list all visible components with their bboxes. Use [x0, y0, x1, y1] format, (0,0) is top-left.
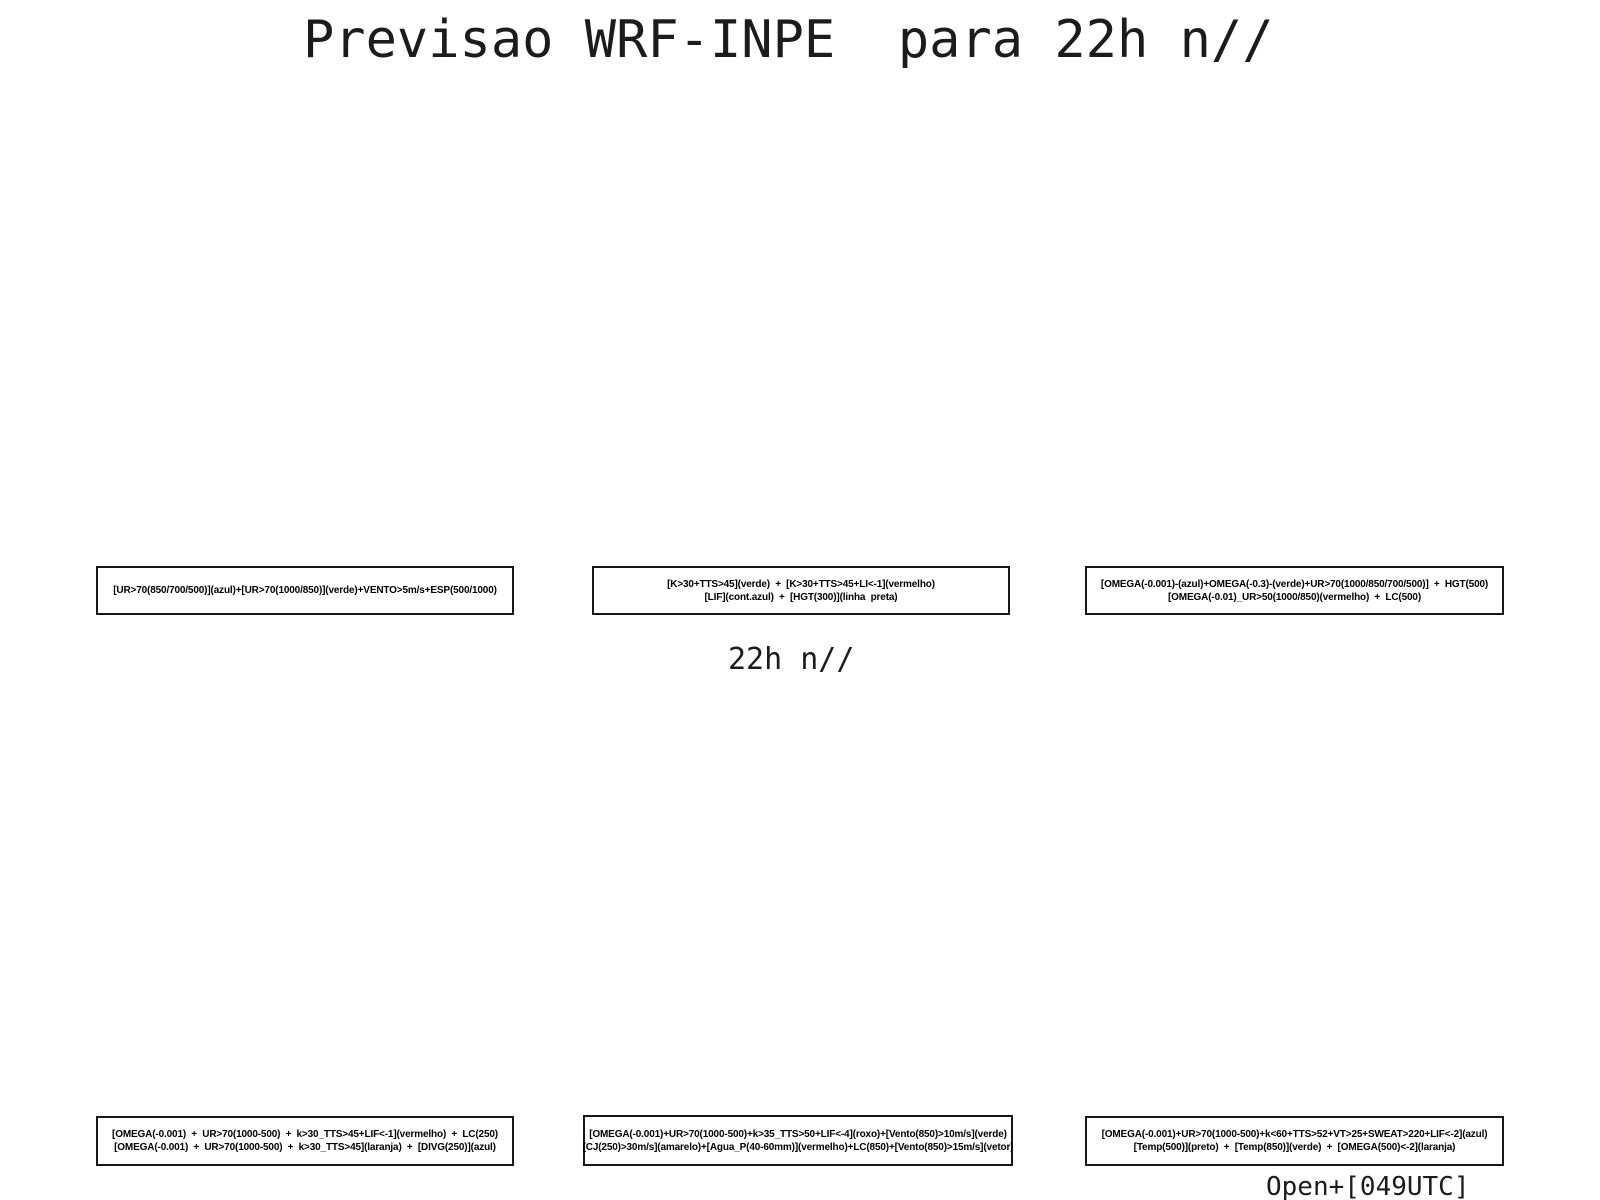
legend-box-ur-vento-esp — [96, 566, 514, 615]
footer-utc-label: Open+[049UTC] — [1266, 1172, 1470, 1200]
mid-caption: 22h n// — [728, 642, 855, 677]
legend-line: [LIF](cont.azul) + [HGT(300)](linha preta) — [704, 591, 898, 603]
legend-line: [OMEGA(-0.001)+UR>70(1000-500)+k<60+TTS>52+VT>25+SWEAT>220+LIF<-2](azul) — [1101, 1129, 1488, 1140]
legend-line: [OMEGA(-0.001)+UR>70(1000-500)+k>35_TTS>50+LIF<-4](roxo)+[Vento(850)>10m/s](verde) — [589, 1128, 1007, 1140]
legend-line: [OMEGA(-0.001) + UR>70(1000-500) + k>30_TTS>45](laranja) + [DIVG(250)](azul) — [114, 1142, 496, 1153]
legend-box-omega-lc-divg — [96, 1116, 514, 1166]
legend-line: [CJ(250)>30m/s](amarelo)+[Agua_P(40-60mm)](vermelho)+LC(850)+[Vento(850)>15m/s](vetor) — [582, 1141, 1014, 1153]
legend-line: [Temp(500)](preto) + [Temp(850)](verde) + [OMEGA(500)<-2](laranja) — [1133, 1142, 1456, 1153]
legend-box-omega-sweat-temp — [1085, 1116, 1504, 1166]
legend-line: [K>30+TTS>45](verde) + [K>30+TTS>45+LI<-1](vermelho) — [667, 578, 935, 590]
legend-box-k-tts-lif-hgt — [592, 566, 1010, 615]
legend-box-omega-cj-agua — [583, 1115, 1013, 1166]
legend-box-omega-ur-hgt — [1085, 566, 1504, 615]
legend-line: [UR>70(850/700/500)](azul)+[UR>70(1000/850)](verde)+VENTO>5m/s+ESP(500/1000) — [113, 585, 497, 596]
legend-line: [OMEGA(-0.01)_UR>50(1000/850)(vermelho) + LC(500) — [1168, 591, 1421, 603]
legend-line: [OMEGA(-0.001) + UR>70(1000-500) + k>30_TTS>45+LIF<-1](vermelho) + LC(250) — [112, 1129, 498, 1140]
legend-line: [OMEGA(-0.001)-(azul)+OMEGA(-0.3)-(verde)+UR>70(1000/850/700/500)] + HGT(500) — [1100, 578, 1489, 590]
page-title: Previsao WRF-INPE para 22h n// — [303, 10, 1274, 70]
